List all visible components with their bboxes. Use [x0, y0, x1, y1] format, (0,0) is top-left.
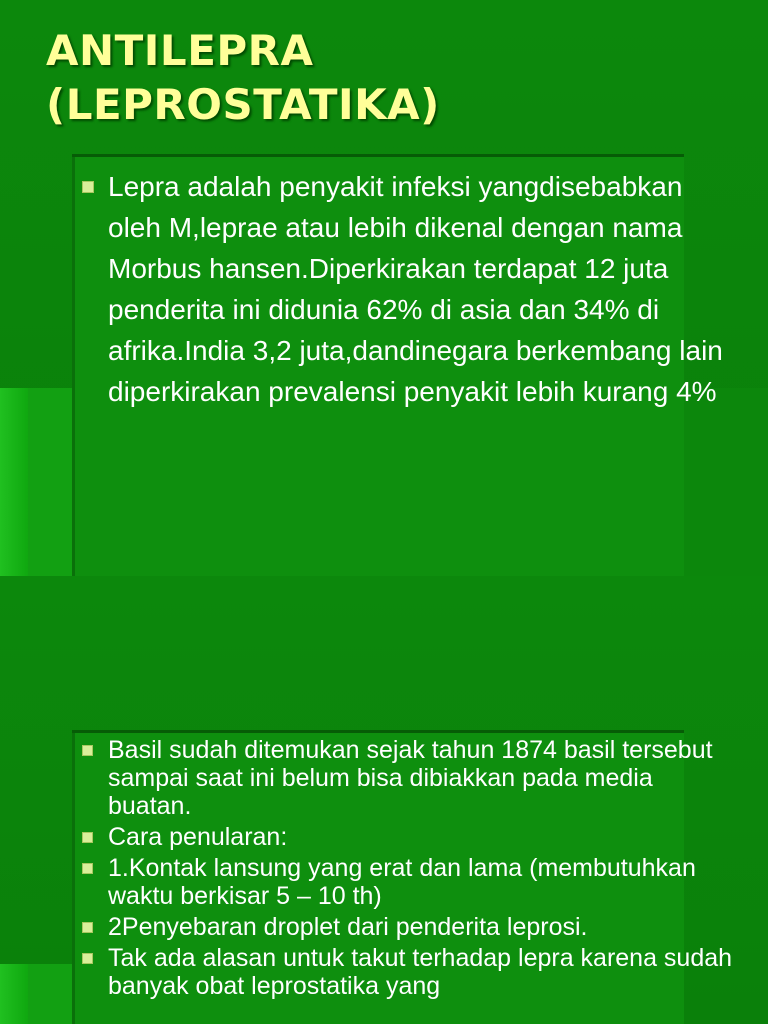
bullet-text: Basil sudah ditemukan sejak tahun 1874 basil tersebut sampai saat ini belum bisa dibiakkan pada media buatan. [108, 736, 713, 820]
list-item [80, 166, 740, 412]
bullet-text: 1.Kontak lansung yang erat dan lama (membutuhkan waktu berkisar 5 – 10 th) [108, 854, 696, 910]
title-line-1: ANTILEPRA [46, 26, 314, 75]
square-bullet-icon [82, 832, 93, 843]
bullet-text: Tak ada alasan untuk takut terhadap lepra karena sudah banyak obat leprostatika yang [108, 944, 733, 1000]
list-item [80, 854, 740, 910]
bullet-text: Cara penularan: [108, 823, 288, 851]
decorative-bar-left [0, 388, 28, 576]
bullet-text: 2Penyebaran droplet dari penderita leprosi. [108, 913, 588, 941]
square-bullet-icon [82, 953, 93, 964]
slide-title [46, 24, 440, 132]
square-bullet-icon [82, 181, 94, 193]
list-item [80, 944, 740, 1000]
decorative-bar-right [684, 388, 768, 576]
bullet-list [80, 166, 740, 412]
square-bullet-icon [82, 922, 93, 933]
title-line-2: (LEPROSTATIKA) [46, 80, 440, 129]
decorative-bar-inner [28, 388, 72, 576]
bullet-list [80, 736, 740, 1003]
list-item [80, 823, 740, 851]
square-bullet-icon [82, 745, 93, 756]
square-bullet-icon [82, 863, 93, 874]
list-item [80, 913, 740, 941]
decorative-bar-left [0, 964, 28, 1024]
list-item [80, 736, 740, 820]
bullet-text: Lepra adalah penyakit infeksi yangdisebabkan oleh M,leprae atau lebih dikenal dengan nama Morbus hansen.Diperkirakan terdapat 12 juta penderita ini didunia 62% di asia dan 34% di afrika.India 3,2 juta,dandinegara berkembang lain diperkirakan prevalensi penyakit lebih kurang 4% [108, 171, 723, 407]
decorative-bar-inner [28, 964, 72, 1024]
slide-2 [0, 576, 768, 1024]
